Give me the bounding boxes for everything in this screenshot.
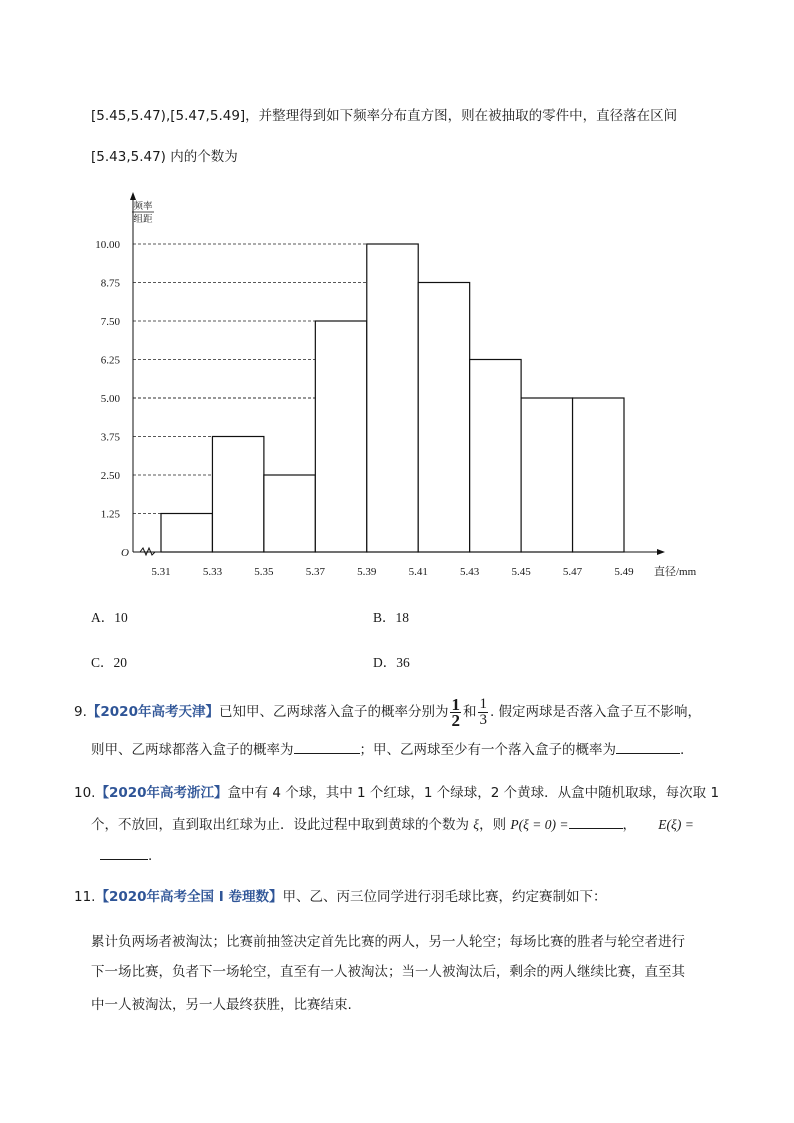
question-text: . [148, 848, 153, 864]
x-tick-label: 5.31 [151, 566, 171, 578]
question-number: 9. [74, 704, 87, 720]
q8-text-line1: [5.45,5.47),[5.47,5.49]，并整理得到如下频率分布直方图，则在被抽取的零件中，直径落在区间 [91, 108, 678, 124]
question-11-para-line3: 中一人被淘汰，另一人最终获胜，比赛结束. [91, 997, 352, 1013]
histogram-bar [521, 398, 572, 552]
question-text: ，则 [479, 817, 507, 833]
y-tick-label: 1.25 [100, 508, 120, 521]
x-tick-label: 5.47 [562, 566, 583, 578]
conjunction: 和 [462, 704, 477, 720]
question-10-line2 [91, 814, 694, 835]
question-11-para-line1: 累计负两场者被淘汰；比赛前抽签决定首先比赛的两人，另一人轮空；每场比赛的胜者与轮空者进行 [91, 934, 685, 950]
answer-blank[interactable] [616, 739, 680, 754]
fraction-denominator: 2 [451, 710, 460, 730]
probability-expression: P(ξ = 0) = [510, 817, 569, 832]
q8-text-line2: [5.43,5.47) 内的个数为 [91, 149, 238, 165]
x-tick-label: 5.35 [254, 566, 274, 578]
histogram-bar [573, 398, 624, 552]
x-tick-label: 5.43 [460, 566, 480, 578]
question-number: 10. [74, 785, 96, 801]
question-text: 甲、乙、丙三位同学进行羽毛球比赛，约定赛制如下： [282, 889, 607, 905]
question-source: 【2020年高考全国 I 卷理数】 [95, 889, 283, 905]
histogram-bar [161, 514, 212, 553]
y-tick-label: 5.00 [100, 393, 120, 405]
choice-b[interactable]: B．18 [373, 610, 410, 625]
choice-a[interactable]: A．10 [91, 610, 128, 625]
question-source: 【2020年高考浙江】 [95, 785, 228, 801]
origin-label: O [121, 547, 129, 559]
question-text: 个，不放回，直到取出红球为止．设此过程中取到黄球的个数为 [91, 817, 469, 833]
x-tick-label: 5.49 [614, 566, 634, 578]
question-number: 11. [74, 889, 96, 905]
question-text: 则甲、乙两球都落入盒子的概率为 [91, 742, 294, 758]
answer-blank[interactable] [294, 739, 360, 754]
question-text: ， [622, 817, 636, 833]
histogram-bar [418, 283, 469, 553]
x-tick-label: 5.39 [357, 566, 377, 578]
xi-symbol: ξ [473, 817, 480, 832]
x-tick-label: 5.41 [408, 566, 428, 578]
question-text: ；甲、乙两球至少有一个落入盒子的概率为 [359, 742, 616, 758]
question-text: . [680, 742, 685, 758]
y-label-denominator: 组距 [133, 214, 153, 225]
question-10-line1 [74, 783, 719, 803]
expectation-expression: E(ξ) = [658, 817, 694, 832]
y-label-numerator: 频率 [133, 201, 153, 212]
question-9-line1 [74, 692, 701, 732]
y-tick-label: 2.50 [100, 470, 120, 482]
question-10-line3 [100, 845, 152, 866]
question-9-line2 [91, 739, 684, 760]
histogram-bar [315, 321, 366, 552]
x-axis-arrow [657, 549, 665, 555]
histogram-bar [264, 475, 315, 552]
fraction-numerator: 1 [479, 695, 487, 712]
fraction-denominator: 3 [479, 711, 487, 728]
answer-blank[interactable] [569, 814, 623, 829]
y-tick-label: 7.50 [100, 316, 120, 328]
question-text: . 假定两球是否落入盒子互不影响， [489, 704, 702, 720]
histogram-bar [212, 437, 263, 553]
question-text: 盒中有 4 个球，其中 1 个红球，1 个绿球，2 个黄球．从盒中随机取球，每次取 1 [227, 785, 720, 801]
x-tick-label: 5.45 [511, 566, 531, 578]
histogram-bar [470, 360, 521, 553]
histogram-bar [367, 244, 418, 552]
y-tick-label: 8.75 [100, 277, 120, 290]
x-tick-label: 5.37 [305, 566, 325, 578]
question-11-para-line2: 下一场比赛，负者下一场轮空，直至有一人被淘汰；当一人被淘汰后，剩余的两人继续比赛，直至其 [91, 964, 685, 980]
answer-blank[interactable] [100, 845, 148, 860]
y-tick-label: 3.75 [100, 431, 120, 444]
y-tick-label: 10.00 [95, 239, 120, 251]
choice-d[interactable]: D．36 [373, 655, 410, 670]
x-axis-label: 直径/mm [654, 566, 697, 578]
fraction-one-half [450, 694, 461, 730]
fraction-numerator: 1 [451, 694, 460, 714]
question-text: 已知甲、乙两球落入盒子的概率分别为 [218, 704, 449, 720]
question-11-line1 [74, 887, 606, 907]
x-tick-label: 5.33 [202, 566, 223, 578]
y-tick-label: 6.25 [100, 354, 120, 367]
fraction-one-third [478, 697, 488, 728]
y-axis-arrow [130, 192, 136, 200]
choice-c[interactable]: C．20 [91, 655, 128, 670]
question-source: 【2020年高考天津】 [86, 704, 219, 720]
